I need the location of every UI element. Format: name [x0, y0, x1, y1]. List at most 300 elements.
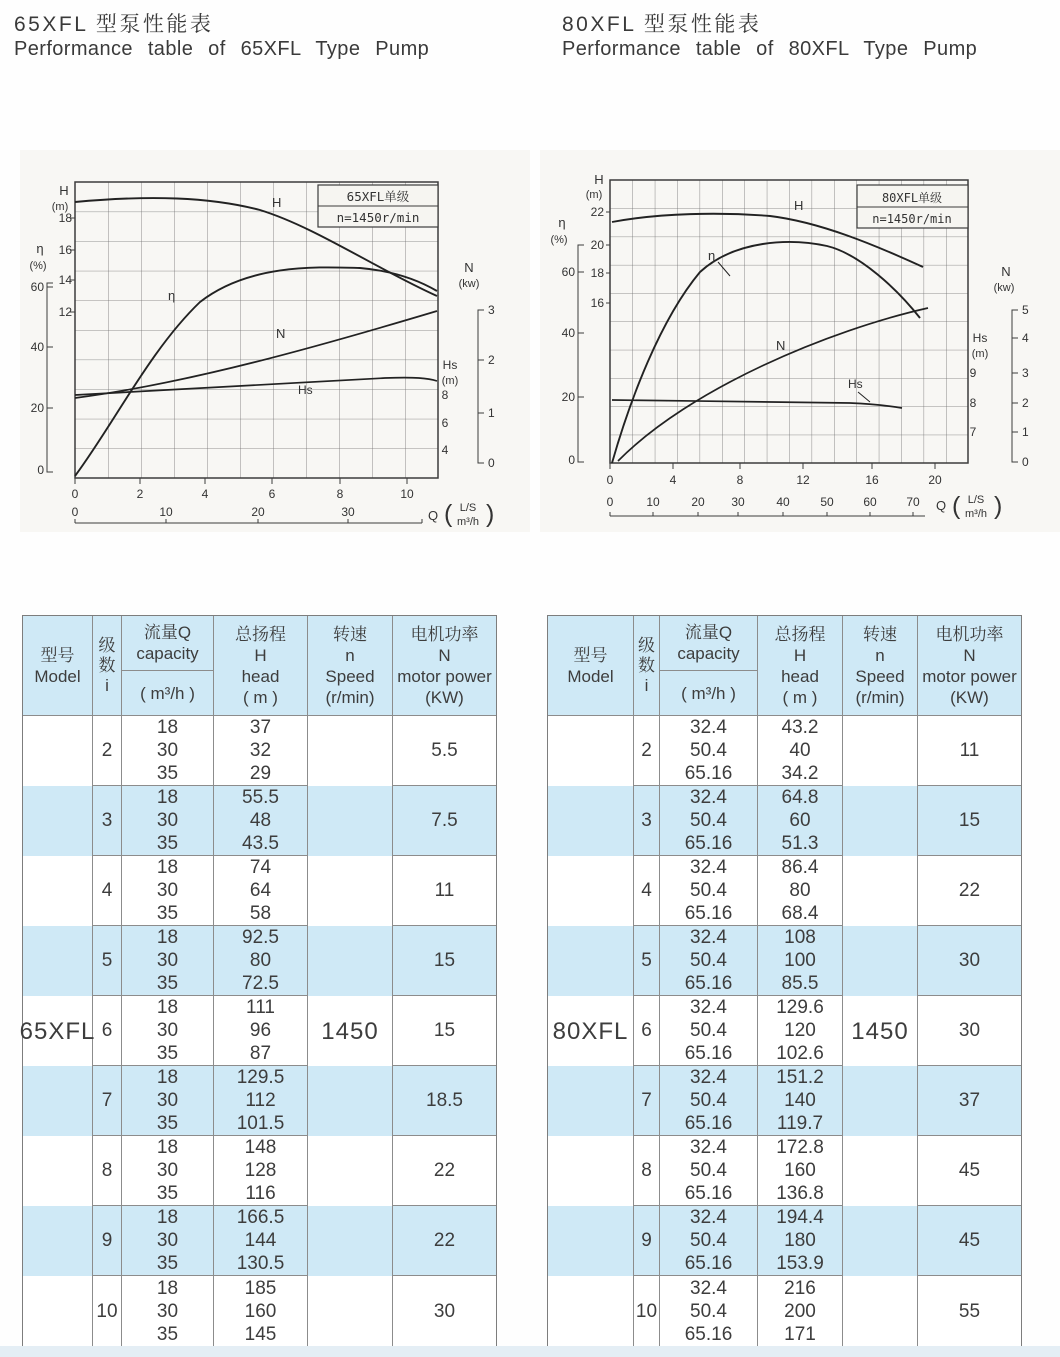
power-cell: 7.5: [393, 786, 496, 856]
svg-text:(%): (%): [29, 260, 47, 272]
capacity-value: 35: [156, 1113, 179, 1134]
header-model: 型号 Model: [23, 616, 93, 716]
capacity-value: 18: [156, 787, 179, 808]
svg-text:60: 60: [561, 265, 575, 279]
capacity-cell: [660, 716, 758, 786]
svg-text:22: 22: [590, 205, 604, 219]
header-speed: 转速 n Speed (r/min): [843, 616, 918, 716]
head-value: 72.5: [242, 973, 279, 994]
head-value: 160: [784, 1160, 816, 1181]
head-value: 194.4: [776, 1207, 824, 1228]
head-cell: [758, 1276, 843, 1346]
head-value: 87: [249, 1043, 272, 1064]
svg-text:1: 1: [488, 406, 495, 420]
curve-label-H: H: [794, 198, 804, 213]
head-value: 43.2: [781, 717, 819, 738]
capacity-value: 18: [156, 1067, 179, 1088]
svg-text:20: 20: [561, 390, 575, 404]
stage-cell: 10: [93, 1276, 122, 1346]
head-cell: [214, 1136, 308, 1206]
head-value: 68.4: [781, 903, 819, 924]
svg-text:8: 8: [969, 396, 977, 410]
head-value: 58: [249, 903, 272, 924]
power-cell: 37: [918, 1066, 1021, 1136]
capacity-value: 35: [156, 903, 179, 924]
capacity-value: 35: [156, 1043, 179, 1064]
stage-cell: 2: [93, 716, 122, 786]
capacity-value: 65.16: [684, 903, 733, 924]
head-value: 111: [246, 997, 275, 1018]
svg-text:0: 0: [37, 463, 44, 477]
svg-text:60: 60: [863, 495, 877, 509]
svg-text:0: 0: [488, 456, 495, 470]
head-value: 80: [249, 950, 272, 971]
svg-text:4: 4: [201, 487, 209, 501]
power-cell: 55: [958, 1300, 981, 1322]
capacity-value: 30: [156, 740, 179, 761]
svg-text:0: 0: [606, 495, 614, 509]
header-stage: 级数 i: [634, 616, 660, 716]
legend-speed: n=1450r/min: [872, 212, 952, 226]
legend-box: [857, 185, 968, 228]
svg-text:0: 0: [1022, 455, 1029, 469]
capacity-value: 30: [156, 810, 179, 831]
svg-text:16: 16: [590, 296, 604, 310]
capacity-cell: [660, 1206, 758, 1276]
head-value: 160: [244, 1300, 277, 1322]
legend-speed: n=1450r/min: [336, 210, 420, 225]
svg-text:12: 12: [796, 473, 810, 487]
q-label: Q: [936, 498, 947, 513]
stage-cell: 4: [93, 856, 122, 926]
stage-cell: 5: [93, 926, 122, 996]
capacity-value: 65.16: [684, 1113, 733, 1134]
capacity-value: 30: [156, 880, 179, 901]
svg-text:H: H: [594, 172, 604, 187]
head-value: 32: [249, 740, 272, 761]
capacity-value: 50.4: [690, 880, 727, 901]
capacity-cell: [660, 926, 758, 996]
head-value: 116: [245, 1183, 276, 1204]
head-value: 144: [244, 1230, 277, 1251]
capacity-value: 18: [156, 927, 179, 948]
svg-text:N: N: [1001, 264, 1011, 279]
capacity-cell: [122, 856, 214, 926]
capacity-value: 30: [156, 1160, 179, 1181]
capacity-value: 65.16: [684, 1043, 733, 1064]
capacity-value: 32.4: [690, 1067, 727, 1088]
head-value: 172.8: [776, 1137, 824, 1158]
head-cell: [214, 716, 308, 786]
head-cell: [758, 1206, 843, 1276]
svg-text:20: 20: [590, 238, 604, 252]
header-capacity: 流量Q capacity ( m³/h ): [660, 616, 758, 716]
svg-text:70: 70: [906, 495, 920, 509]
head-value: 153.9: [776, 1253, 824, 1274]
svg-text:8: 8: [441, 388, 449, 402]
model-cell: 80XFL: [548, 716, 634, 1346]
capacity-value: 30: [156, 1090, 179, 1111]
curve-label-H: H: [272, 195, 282, 210]
capacity-value: 32.4: [690, 787, 727, 808]
capacity-value: 65.16: [684, 763, 733, 784]
svg-text:m³/h: m³/h: [457, 516, 479, 528]
head-cell: [214, 1276, 308, 1346]
capacity-value: 32.4: [690, 927, 727, 948]
svg-text:(m): (m): [51, 201, 69, 213]
capacity-value: 35: [156, 833, 179, 854]
svg-text:4: 4: [441, 443, 449, 457]
head-value: 129.6: [776, 997, 824, 1018]
power-cell: 18.5: [393, 1066, 496, 1136]
head-value: 86.4: [781, 857, 819, 878]
left-title-en: Performance table of 65XFL Type Pump: [14, 38, 430, 60]
head-value: 128: [244, 1160, 277, 1181]
capacity-value: 35: [156, 973, 179, 994]
svg-text:0: 0: [71, 505, 79, 519]
head-value: 29: [249, 763, 272, 784]
capacity-value: 50.4: [690, 810, 727, 831]
stage-cell: 8: [93, 1136, 122, 1206]
capacity-value: 50.4: [690, 1300, 727, 1322]
header-head: 总扬程 H head ( m ): [214, 616, 308, 716]
head-value: 148: [244, 1137, 277, 1158]
capacity-cell: [122, 1136, 214, 1206]
stage-cell: 6: [93, 996, 122, 1066]
svg-text:(m): (m): [585, 189, 603, 201]
legend-model: 80XFL单级: [881, 191, 943, 205]
svg-text:16: 16: [58, 243, 72, 257]
capacity-cell: [660, 786, 758, 856]
capacity-cell: [122, 1276, 214, 1346]
stage-cell: 7: [634, 1066, 660, 1136]
header-speed: 转速 n Speed (r/min): [308, 616, 393, 716]
head-value: 151.2: [776, 1067, 824, 1088]
svg-text:L/S: L/S: [967, 494, 985, 506]
svg-text:Hs: Hs: [972, 331, 988, 345]
svg-text:4: 4: [1022, 331, 1029, 345]
capacity-value: 50.4: [690, 1090, 727, 1111]
power-cell: 30: [433, 1300, 456, 1322]
left-title-zh: 65XFL 型泵性能表: [14, 13, 214, 36]
head-value: 130.5: [236, 1253, 285, 1274]
head-value: 37: [249, 717, 272, 738]
svg-text:18: 18: [58, 211, 72, 225]
power-cell: 15: [393, 996, 496, 1066]
svg-text:60: 60: [30, 280, 44, 294]
svg-text:30: 30: [731, 495, 745, 509]
svg-text:2: 2: [1022, 396, 1029, 410]
svg-text:7: 7: [969, 425, 977, 439]
head-cell: [214, 1206, 308, 1276]
power-cell: 15: [918, 786, 1021, 856]
svg-text:6: 6: [268, 487, 276, 501]
capacity-cell: [122, 716, 214, 786]
capacity-value: 65.16: [684, 1323, 733, 1345]
head-value: 55.5: [242, 787, 279, 808]
svg-text:m³/h: m³/h: [965, 508, 987, 520]
svg-text:20: 20: [928, 473, 942, 487]
capacity-value: 18: [156, 717, 179, 738]
stage-cell: 5: [634, 926, 660, 996]
header-head: 总扬程 H head ( m ): [758, 616, 843, 716]
head-cell: [758, 716, 843, 786]
svg-text:(kw): (kw): [993, 282, 1015, 294]
performance-table-80xfl: [547, 615, 1022, 1347]
head-cell: [758, 1136, 843, 1206]
head-value: 60: [789, 810, 811, 831]
stage-cell: 3: [93, 786, 122, 856]
capacity-value: 30: [156, 950, 179, 971]
power-cell: 22: [393, 1206, 496, 1276]
svg-text:1: 1: [1022, 425, 1029, 439]
head-value: 80: [789, 880, 811, 901]
head-value: 112: [245, 1090, 276, 1111]
capacity-value: 50.4: [690, 1020, 727, 1041]
head-value: 85.5: [781, 973, 819, 994]
head-value: 102.6: [776, 1043, 824, 1064]
power-cell: 45: [918, 1136, 1021, 1206]
head-value: 216: [784, 1277, 816, 1299]
svg-text:10: 10: [159, 505, 173, 519]
header-stage: 级数 i: [93, 616, 122, 716]
svg-text:8: 8: [336, 487, 344, 501]
svg-text:40: 40: [561, 326, 575, 340]
right-title-zh: 80XFL 型泵性能表: [562, 13, 762, 36]
capacity-value: 32.4: [690, 1207, 727, 1228]
header-model: 型号 Model: [548, 616, 634, 716]
capacity-value: 18: [156, 1207, 179, 1228]
performance-table-65xfl: [19, 615, 497, 1347]
speed-cell: 1450: [843, 716, 918, 1346]
legend-box: [318, 185, 438, 227]
svg-text:(: (: [952, 492, 961, 520]
performance-chart-80xfl: [540, 150, 1060, 532]
svg-text:): ): [486, 500, 495, 528]
head-cell: [758, 856, 843, 926]
capacity-value: 35: [156, 763, 179, 784]
svg-text:10: 10: [400, 487, 414, 501]
capacity-value: 50.4: [690, 740, 727, 761]
head-value: 100: [784, 950, 816, 971]
head-value: 145: [244, 1323, 277, 1345]
head-cell: [214, 926, 308, 996]
curve-label-N: N: [276, 326, 286, 341]
svg-text:40: 40: [30, 340, 44, 354]
head-value: 74: [249, 857, 272, 878]
curve-label-Hs: Hs: [848, 377, 863, 391]
svg-text:12: 12: [58, 305, 72, 319]
head-cell: [758, 1066, 843, 1136]
head-value: 51.3: [781, 833, 819, 854]
power-cell: 11: [918, 716, 1021, 786]
capacity-cell: [660, 996, 758, 1066]
footer-strip: [0, 1346, 1060, 1357]
svg-text:(%): (%): [550, 234, 568, 246]
capacity-value: 35: [156, 1183, 179, 1204]
head-value: 40: [789, 740, 811, 761]
svg-text:η: η: [36, 241, 44, 256]
capacity-value: 30: [156, 1020, 179, 1041]
svg-text:3: 3: [488, 303, 495, 317]
capacity-cell: [122, 1066, 214, 1136]
q-label: Q: [428, 508, 439, 523]
svg-text:η: η: [558, 215, 566, 230]
svg-text:18: 18: [590, 266, 604, 280]
head-value: 119.7: [776, 1113, 824, 1134]
capacity-value: 32.4: [690, 1137, 727, 1158]
power-cell: 15: [393, 926, 496, 996]
svg-text:30: 30: [341, 505, 355, 519]
head-value: 34.2: [781, 763, 819, 784]
svg-text:8: 8: [736, 473, 744, 487]
head-value: 64.8: [781, 787, 819, 808]
stage-cell: 6: [634, 996, 660, 1066]
svg-text:Hs: Hs: [442, 358, 458, 372]
head-cell: [758, 926, 843, 996]
svg-text:4: 4: [669, 473, 677, 487]
power-cell: 11: [393, 856, 496, 926]
stage-cell: 9: [634, 1206, 660, 1276]
svg-text:14: 14: [58, 273, 72, 287]
svg-text:50: 50: [820, 495, 834, 509]
head-cell: [214, 786, 308, 856]
power-cell: 30: [918, 926, 1021, 996]
power-cell: 5.5: [393, 716, 496, 786]
svg-text:0: 0: [606, 473, 614, 487]
capacity-value: 32.4: [690, 857, 727, 878]
head-value: 48: [249, 810, 272, 831]
stage-cell: 7: [93, 1066, 122, 1136]
head-value: 92.5: [242, 927, 279, 948]
capacity-value: 65.16: [684, 1253, 733, 1274]
svg-text:2: 2: [488, 353, 495, 367]
power-cell: 30: [918, 996, 1021, 1066]
svg-text:20: 20: [691, 495, 705, 509]
capacity-cell: [122, 996, 214, 1066]
capacity-value: 32.4: [690, 1277, 727, 1299]
svg-text:(m): (m): [441, 375, 459, 387]
head-cell: [214, 856, 308, 926]
svg-text:2: 2: [136, 487, 144, 501]
capacity-value: 65.16: [684, 833, 733, 854]
header-power: 电机功率 N motor power (KW): [918, 616, 1021, 716]
head-value: 129.5: [236, 1067, 285, 1088]
head-value: 166.5: [236, 1207, 285, 1228]
stage-cell: 2: [634, 716, 660, 786]
head-value: 140: [784, 1090, 816, 1111]
svg-text:): ): [994, 492, 1003, 520]
curve-label-N: N: [776, 338, 786, 353]
head-cell: [758, 786, 843, 856]
head-value: 200: [784, 1300, 816, 1322]
head-value: 180: [784, 1230, 816, 1251]
head-value: 136.8: [776, 1183, 824, 1204]
head-value: 101.5: [236, 1113, 285, 1134]
svg-text:10: 10: [646, 495, 660, 509]
capacity-value: 18: [156, 1137, 179, 1158]
head-value: 96: [249, 1020, 272, 1041]
head-cell: [758, 996, 843, 1066]
capacity-value: 18: [156, 1277, 179, 1299]
capacity-value: 18: [156, 857, 179, 878]
stage-cell: 9: [93, 1206, 122, 1276]
power-cell: 22: [918, 856, 1021, 926]
performance-chart-65xfl: [20, 150, 530, 532]
curve-label-Hs: Hs: [298, 383, 313, 397]
right-title-en: Performance table of 80XFL Type Pump: [562, 38, 978, 60]
stage-cell: 3: [634, 786, 660, 856]
capacity-value: 30: [156, 1230, 179, 1251]
capacity-cell: [122, 926, 214, 996]
svg-text:0: 0: [568, 453, 575, 467]
header-power: 电机功率 N motor power (KW): [393, 616, 496, 716]
header-capacity: 流量Q capacity ( m³/h ): [122, 616, 214, 716]
capacity-cell: [660, 1276, 758, 1346]
head-cell: [214, 1066, 308, 1136]
capacity-value: 50.4: [690, 950, 727, 971]
head-value: 108: [784, 927, 816, 948]
svg-text:L/S: L/S: [459, 502, 477, 514]
capacity-value: 50.4: [690, 1230, 727, 1251]
head-value: 171: [784, 1323, 816, 1345]
capacity-value: 30: [156, 1300, 179, 1322]
capacity-value: 35: [156, 1323, 179, 1345]
svg-text:N: N: [464, 260, 474, 275]
capacity-value: 32.4: [690, 717, 727, 738]
capacity-value: 65.16: [684, 973, 733, 994]
svg-text:5: 5: [1022, 303, 1029, 317]
svg-text:16: 16: [865, 473, 879, 487]
svg-text:20: 20: [30, 401, 44, 415]
capacity-value: 35: [156, 1253, 179, 1274]
model-cell: 65XFL: [23, 716, 93, 1346]
capacity-value: 65.16: [684, 1183, 733, 1204]
capacity-value: 50.4: [690, 1160, 727, 1181]
capacity-value: 18: [156, 997, 179, 1018]
curve-label-eta: η: [708, 248, 716, 263]
svg-text:3: 3: [1022, 366, 1029, 380]
speed-cell: 1450: [308, 716, 393, 1346]
svg-text:(m): (m): [971, 348, 989, 360]
svg-text:6: 6: [441, 416, 449, 430]
head-value: 64: [249, 880, 272, 901]
head-value: 43.5: [242, 833, 279, 854]
svg-text:(kw): (kw): [458, 278, 480, 290]
svg-text:(: (: [444, 500, 453, 528]
head-value: 185: [244, 1277, 277, 1299]
capacity-cell: [660, 1066, 758, 1136]
svg-text:40: 40: [776, 495, 790, 509]
curve-label-eta: η: [168, 288, 176, 303]
svg-text:0: 0: [71, 487, 79, 501]
stage-cell: 8: [634, 1136, 660, 1206]
capacity-cell: [660, 856, 758, 926]
head-cell: [214, 996, 308, 1066]
head-value: 120: [784, 1020, 816, 1041]
legend-model: 65XFL单级: [346, 189, 410, 204]
capacity-cell: [660, 1136, 758, 1206]
capacity-value: 32.4: [690, 997, 727, 1018]
svg-text:9: 9: [969, 366, 977, 380]
power-cell: 22: [393, 1136, 496, 1206]
stage-cell: 4: [634, 856, 660, 926]
power-cell: 45: [918, 1206, 1021, 1276]
svg-text:20: 20: [251, 505, 265, 519]
capacity-cell: [122, 786, 214, 856]
svg-text:H: H: [59, 183, 69, 198]
capacity-cell: [122, 1206, 214, 1276]
